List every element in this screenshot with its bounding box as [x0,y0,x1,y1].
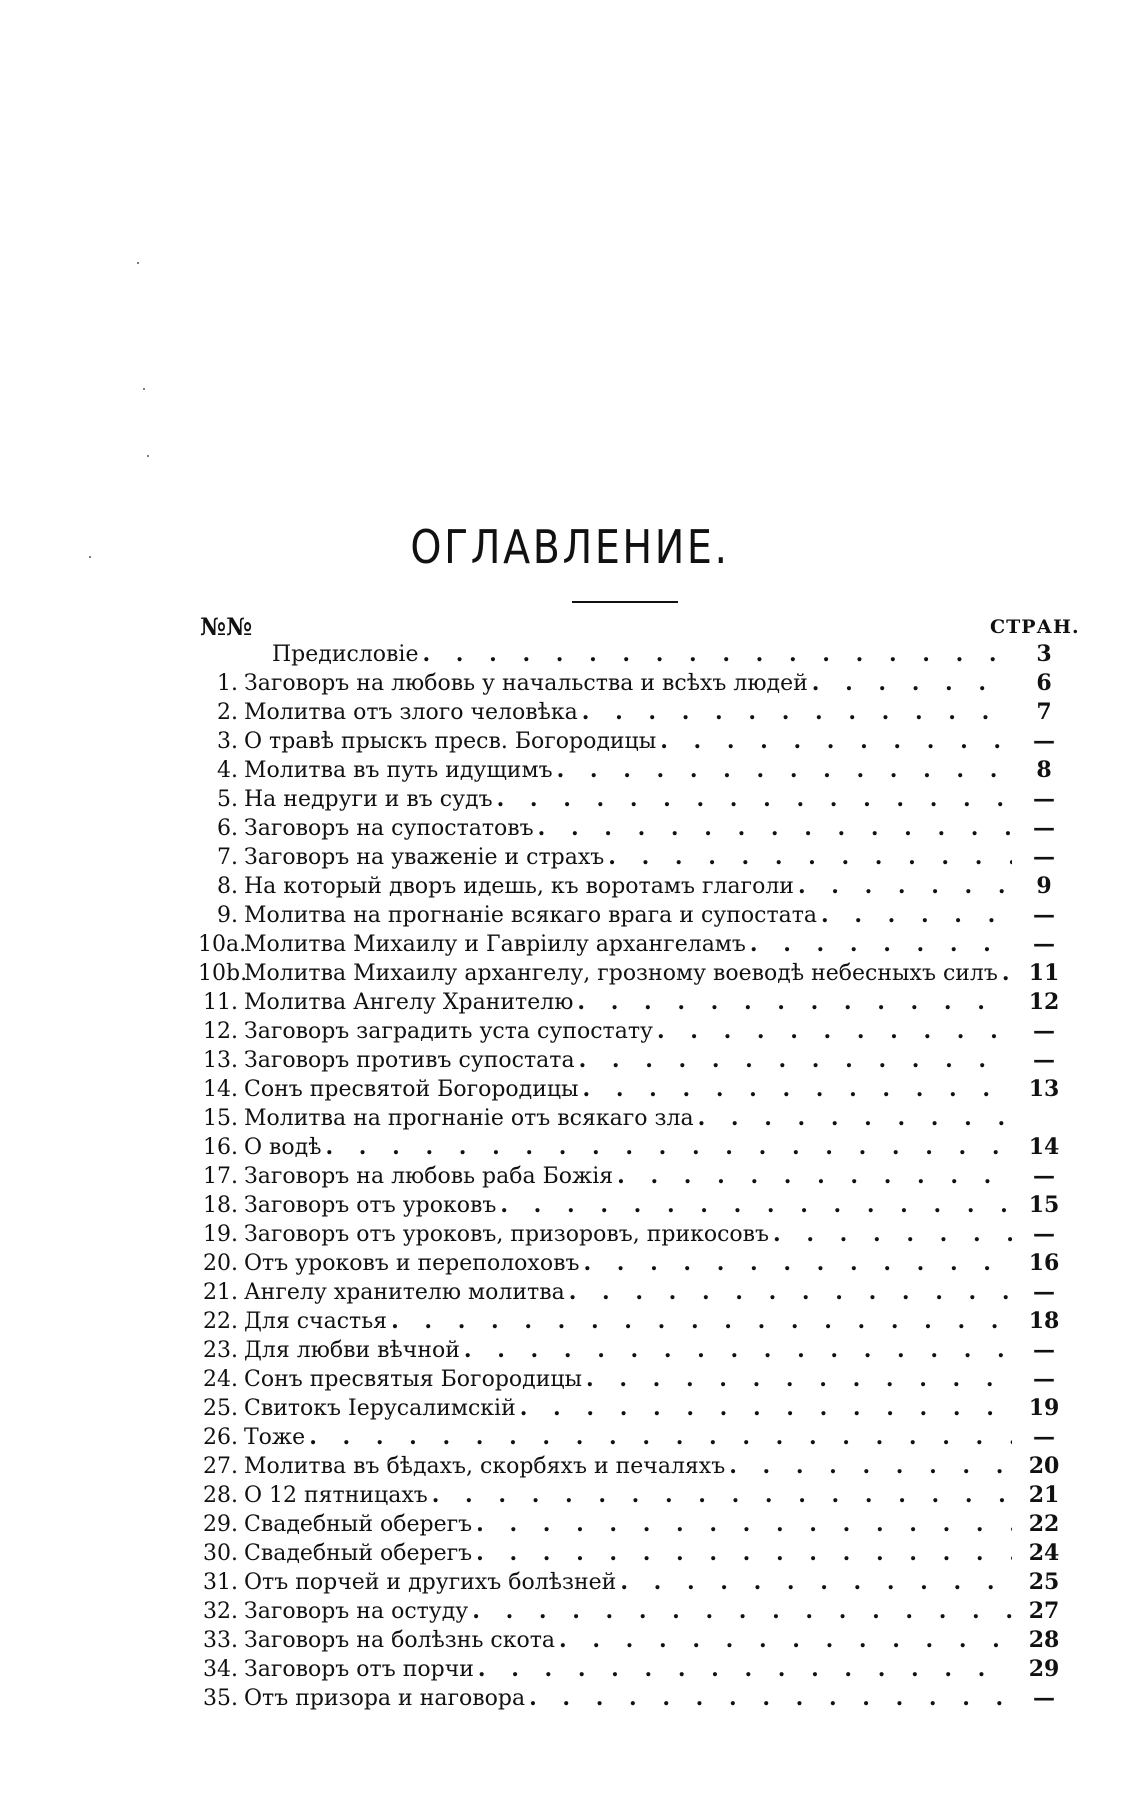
dot-leader [476,1539,1012,1568]
entry-page-number: — [1033,1221,1055,1247]
toc-entry [198,872,1068,901]
dot-leader [812,669,1012,698]
entry-page-number: — [1033,1047,1055,1073]
entry-page-number: 13 [1028,1076,1060,1102]
entry-title: Молитва на прогнаніе всякаго врага и супостата [244,903,818,928]
toc-entry [198,959,1068,988]
entry-title: Тоже [244,1425,306,1450]
dot-leader [478,1655,1012,1684]
entry-page-number: — [1033,1337,1055,1363]
entry-title: Заговоръ на остуду [244,1599,469,1624]
entry-page-number: 9 [1036,873,1052,899]
entry-page-number: — [1033,1685,1055,1711]
entry-page-number: 12 [1028,989,1060,1015]
entry-title: Молитва на прогнаніе отъ всякаго зла [244,1106,694,1131]
entry-title: Молитва Михаилу архангелу, грозному воеводѣ небесныхъ силъ [244,961,998,986]
toc-entry [198,988,1068,1017]
toc-entry [198,1423,1068,1452]
entry-page-number: 16 [1028,1250,1060,1276]
dot-leader [538,814,1012,843]
dot-leader [729,1452,1012,1481]
entry-page-number: — [1033,902,1055,928]
entry-title: Отъ призора и наговора [244,1686,526,1711]
entry-number: 25. [203,1396,238,1421]
entry-number: 19. [203,1222,238,1247]
entry-page-number: 25 [1028,1569,1060,1595]
dot-leader [583,1249,1012,1278]
dot-leader [432,1481,1012,1510]
entry-page-number: 11 [1028,960,1060,986]
entry-number: 28. [203,1483,238,1508]
dot-leader [583,1075,1012,1104]
dot-leader [579,1046,1012,1075]
page-title: ОГЛАВЛЕНИЕ. [410,520,730,574]
entry-title: Молитва Михаилу и Гавріилу архангеламъ [244,932,746,957]
entry-page-number: 18 [1028,1308,1060,1334]
toc-entry [198,698,1068,727]
entry-title: О 12 пятницахъ [244,1483,428,1508]
entry-title: Свадебный оберегъ [244,1541,473,1566]
entry-title: Заговоръ на болѣзнь скота [244,1628,556,1653]
dot-leader [325,1133,1012,1162]
toc-entry [198,814,1068,843]
entry-number: 11. [203,990,238,1015]
dot-leader [557,756,1012,785]
dot-leader [582,698,1012,727]
toc-entry [198,1278,1068,1307]
entry-page-number: 27 [1028,1598,1060,1624]
entry-number: 22. [203,1309,238,1334]
entry-number: 26. [203,1425,238,1450]
entry-title: Свитокъ Іерусалимскій [244,1396,516,1421]
toc-entry [198,1481,1068,1510]
entry-number: 10a. [198,932,247,957]
toc-entry [198,1133,1068,1162]
dot-leader [821,901,1012,930]
entry-page-number: 15 [1028,1192,1060,1218]
entry-number: 3. [217,729,238,754]
entry-page-number: — [1033,1018,1055,1044]
toc-entry [198,1626,1068,1655]
entry-number: 33. [203,1628,238,1653]
dot-leader [520,1394,1012,1423]
entry-number: 8. [217,874,238,899]
toc-entry [198,843,1068,872]
dot-leader [500,1191,1012,1220]
entry-title: Предисловіе [272,642,419,667]
entry-page-number: 19 [1028,1395,1060,1421]
toc-entry [198,756,1068,785]
toc-entry [198,1191,1068,1220]
toc-entry [198,1307,1068,1336]
dot-leader [497,785,1012,814]
toc-entry [198,669,1068,698]
entry-number: 4. [217,758,238,783]
entry-title: На который дворъ идешь, къ воротамъ глаголи [244,874,794,899]
dot-leader [750,930,1012,959]
dot-leader [577,988,1012,1017]
entry-number: 30. [203,1541,238,1566]
entry-number: 18. [203,1193,238,1218]
entry-number: 24. [203,1367,238,1392]
entry-number: 5. [217,787,238,812]
dot-leader [529,1684,1012,1713]
entry-number: 13. [203,1048,238,1073]
toc-entry [198,1539,1068,1568]
toc-entry [198,640,1068,669]
entry-page-number: 8 [1036,757,1052,783]
toc-entry [198,930,1068,959]
dot-leader [798,872,1012,901]
entry-number: 35. [203,1686,238,1711]
entry-number: 6. [217,816,238,841]
entry-page-number: 14 [1028,1134,1060,1160]
entry-number: 32. [203,1599,238,1624]
entry-number: 10b. [198,961,248,986]
entry-number: 1. [217,671,238,696]
paper-speck [143,388,145,390]
entry-title: Свадебный оберегъ [244,1512,473,1537]
dot-leader [617,1162,1012,1191]
dot-leader [422,640,1012,669]
dot-leader [476,1510,1012,1539]
toc-entry [198,1336,1068,1365]
entry-title: Заговоръ отъ порчи [244,1657,474,1682]
entry-number: 7. [217,845,238,870]
dot-leader [309,1423,1012,1452]
toc-entry [198,1249,1068,1278]
entry-title: Заговоръ заградить уста супостату [244,1019,653,1044]
toc-entry [198,1017,1068,1046]
toc-entry [198,1684,1068,1713]
paper-speck [137,262,139,264]
toc-entry [198,1510,1068,1539]
dot-leader [472,1597,1012,1626]
entry-page-number: — [1033,1366,1055,1392]
entry-page-number: 24 [1028,1540,1060,1566]
entry-page-number: 3 [1036,641,1052,667]
dot-leader [657,1017,1012,1046]
toc-entry [198,727,1068,756]
toc-entry [198,901,1068,930]
entry-title: О водѣ [244,1135,322,1160]
entry-title: Заговоръ на любовь раба Божія [244,1164,614,1189]
entry-page-number: — [1033,1163,1055,1189]
entry-title: Ангелу хранителю молитва [244,1280,565,1305]
entry-title: Отъ порчей и другихъ болѣзней [244,1570,617,1595]
entry-page-number: 22 [1028,1511,1060,1537]
dot-leader [464,1336,1012,1365]
entry-title: Для любви вѣчной [244,1338,460,1363]
entry-title: Для счастья [244,1309,388,1334]
dot-leader [1002,959,1012,988]
dot-leader [586,1365,1012,1394]
entry-page-number: — [1033,1424,1055,1450]
entry-title: Заговоръ на любовь у начальства и всѣхъ людей [244,671,808,696]
entry-number: 16. [203,1135,238,1160]
entry-number: 27. [203,1454,238,1479]
entry-number: 12. [203,1019,238,1044]
entry-number: 9. [217,903,238,928]
entry-page-number: — [1033,1279,1055,1305]
entry-page-number: 21 [1028,1482,1060,1508]
entry-number: 23. [203,1338,238,1363]
table-of-contents [198,640,1068,1713]
entry-number: 20. [203,1251,238,1276]
entry-title: Заговоръ отъ уроковъ, призоровъ, прикосовъ [244,1222,770,1247]
entry-page-number: 28 [1028,1627,1060,1653]
entry-title: Заговоръ на уваженіе и страхъ [244,845,605,870]
entry-title: Молитва въ бѣдахъ, скорбяхъ и печаляхъ [244,1454,726,1479]
entry-title: Заговоръ на супостатовъ [244,816,534,841]
toc-entry [198,1568,1068,1597]
entry-title: Молитва отъ злого человѣка [244,700,578,725]
entry-page-number: 7 [1036,699,1052,725]
entry-page-number: — [1033,786,1055,812]
entry-title: Молитва въ путь идущимъ [244,758,553,783]
entry-title: Заговоръ противъ супостата [244,1048,575,1073]
entry-title: Сонъ пресвятыя Богородицы [244,1367,583,1392]
toc-entry [198,1394,1068,1423]
toc-entry [198,1162,1068,1191]
toc-entry [198,1452,1068,1481]
entry-number: 14. [203,1077,238,1102]
entry-page-number: 6 [1036,670,1052,696]
dot-leader [773,1220,1012,1249]
dot-leader [608,843,1012,872]
entry-title: О травѣ прыскъ пресв. Богородицы [244,729,657,754]
entry-number: 21. [203,1280,238,1305]
dot-leader [620,1568,1012,1597]
entry-page-number: — [1033,728,1055,754]
page-column-header: СТРАН. [990,616,1080,638]
dot-leader [391,1307,1012,1336]
entry-number: 15. [203,1106,238,1131]
toc-entry [198,1104,1068,1133]
entry-page-number: 20 [1028,1453,1060,1479]
toc-entry [198,1365,1068,1394]
toc-entry [198,1597,1068,1626]
toc-entry [198,1220,1068,1249]
entry-title: Молитва Ангелу Хранителю [244,990,574,1015]
entry-page-number: — [1033,931,1055,957]
entry-page-number: 29 [1028,1656,1060,1682]
entry-title: На недруги и въ судъ [244,787,493,812]
number-column-header: №№ [200,612,253,641]
entry-page-number: — [1033,844,1055,870]
entry-title: Заговоръ отъ уроковъ [244,1193,497,1218]
toc-entry [198,1046,1068,1075]
entry-page-number: — [1033,815,1055,841]
toc-entry [198,1655,1068,1684]
title-rule [572,601,678,603]
toc-entry [198,1075,1068,1104]
dot-leader [698,1104,1012,1133]
entry-number: 17. [203,1164,238,1189]
entry-title: Сонъ пресвятой Богородицы [244,1077,579,1102]
dot-leader [660,727,1012,756]
toc-entry [198,785,1068,814]
entry-title: Отъ уроковъ и переполоховъ [244,1251,580,1276]
entry-number: 34. [203,1657,238,1682]
entry-number: 31. [203,1570,238,1595]
entry-number: 2. [217,700,238,725]
dot-leader [569,1278,1012,1307]
paper-speck [147,455,149,457]
entry-number: 29. [203,1512,238,1537]
dot-leader [559,1626,1012,1655]
